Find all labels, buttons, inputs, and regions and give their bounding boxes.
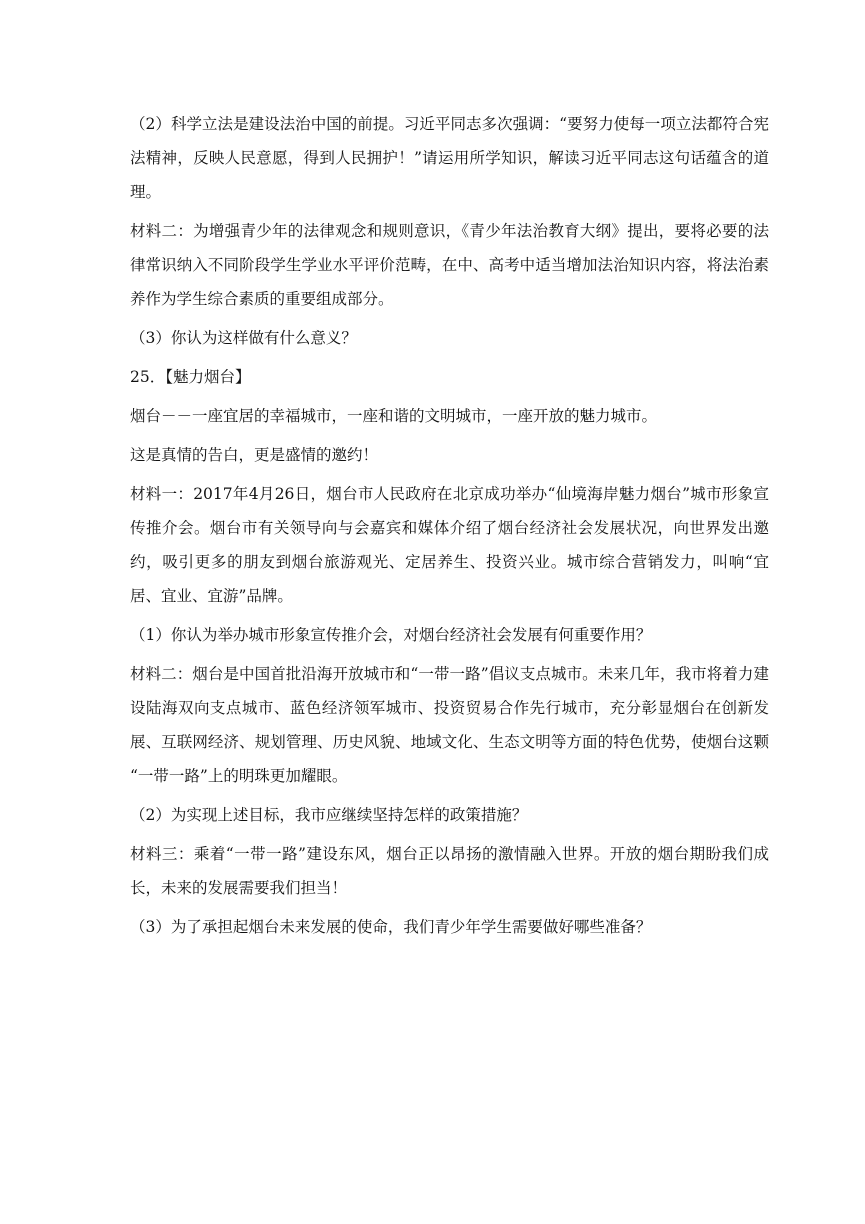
question-25-part-3: （3）为了承担起烟台未来发展的使命，我们青少年学生需要做好哪些准备？ <box>130 918 652 936</box>
question-24-part-2: （2）科学立法是建设法治中国的前提。习近平同志多次强调：“要努力使每一项立法都符合宪法精神，反映人民意愿，得到人民拥护！”请运用所学知识，解读习近平同志这句话蕴含的道理。 <box>130 115 769 201</box>
intro-line-2: 这是真情的告白，更是盛情的邀约！ <box>130 446 379 464</box>
question-25-heading: 25．【魅力烟台】 <box>130 368 251 386</box>
intro-line-1: 烟台－－一座宜居的幸福城市，一座和谐的文明城市，一座开放的魅力城市。 <box>130 407 658 425</box>
material-1-text: 材料一：2017年4月26日，烟台市人民政府在北京成功举办“仙境海岸魅力烟台”城市形象宣传推介会。烟台市有关领导向与会嘉宾和媒体介绍了烟台经济社会发展状况，向世界发出邀约，吸引更多的朋友到烟台旅游观光、定居养生、投资兴业。城市综合营销发力，叫响“宜居、宜业、宜游”品牌。 <box>130 485 769 605</box>
material-2-yantai-text: 材料二：烟台是中国首批沿海开放城市和“一带一路”倡议支点城市。未来几年，我市将着力建设陆海双向支点城市、蓝色经济领军城市、投资贸易合作先行城市，充分彰显烟台在创新发展、互联网经济、规划管理、历史风貌、地域文化、生态文明等方面的特色优势，使烟台这颗 “一带一路”上的明珠更加耀眼。 <box>130 665 769 785</box>
question-24-part-3: （3）你认为这样做有什么意义？ <box>130 329 357 347</box>
material-2-text: 材料二：为增强青少年的法律观念和规则意识，《青少年法治教育大纲》提出，要将必要的法律常识纳入不同阶段学生学业水平评价范畴，在中、高考中适当增加法治知识内容，将法治素养作为学生综合素质的重要组成部分。 <box>130 222 769 308</box>
material-3-text: 材料三：乘着“一带一路”建设东风，烟台正以昂扬的激情融入世界。开放的烟台期盼我们成长，未来的发展需要我们担当！ <box>130 845 769 897</box>
question-25-part-2: （2）为实现上述目标，我市应继续坚持怎样的政策措施？ <box>130 806 528 824</box>
question-25-part-1: （1）你认为举办城市形象宣传推介会，对烟台经济社会发展有何重要作用？ <box>130 626 652 644</box>
